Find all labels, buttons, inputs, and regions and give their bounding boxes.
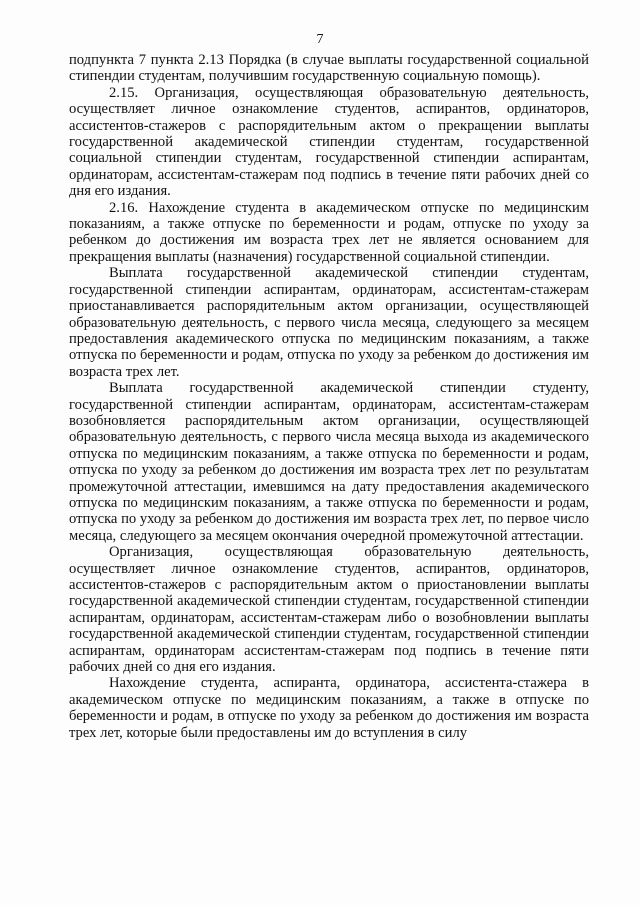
paragraph-payment-suspension: Выплата государственной академической стипендии студентам, государственной стипендии аспирантам, ординаторам, ассистентам-стажерам приостанавливается распорядительным актом организации, осуществляющей образовательную деятельность, с первого числа месяца, следующего за месяцем предоставления академического отпуска по медицинским показаниям, а также отпуска по беременности и родам, отпуска по уходу за ребенком до достижения им возраста трех лет. [69, 265, 589, 380]
paragraph-2-15: 2.15. Организация, осуществляющая образовательную деятельность, осуществляет личное ознакомление студентов, аспирантов, ординаторов, ассистентов-стажеров с распорядительным актом о прекращении выплаты государственной академической стипендии студентам, государственной социальной стипендии студентам, государственной стипендии аспирантам, ординаторам, ассистентам-стажерам под подпись в течение пяти рабочих дней со дня его издания. [69, 84, 589, 200]
paragraph-2-16: 2.16. Нахождение студента в академическом отпуске по медицинским показаниям, а также отпуске по беременности и родам, отпуске по уходу за ребенком до достижения им возраста трех лет не является основанием для прекращения выплаты (назначения) государственной социальной стипендии. [69, 199, 589, 265]
page-number: 7 [316, 32, 324, 47]
paragraph-continuation: подпункта 7 пункта 2.13 Порядка (в случае выплаты государственной социальной стипендии студентам, получившим государственную социальную помощь). [69, 52, 589, 85]
paragraph-leave-status: Нахождение студента, аспиранта, ординатора, ассистента-стажера в академическом отпуске по медицинским показаниям, а также в отпуске по беременности и родам, в отпуске по уходу за ребенком до достижения им возраста трех лет, которые были предоставлены им до вступления в силу [69, 675, 589, 741]
document-body [69, 52, 589, 741]
paragraph-familiarization: Организация, осуществляющая образовательную деятельность, осуществляет личное ознакомление студентов, аспирантов, ординаторов, ассистентов-стажеров с распорядительным актом о приостановлении выплаты государственной академической стипендии студентам, государственной стипендии аспирантам, ординаторам, ассистентам-стажерам либо о возобновлении выплаты государственной академической стипендии студентам, государственной стипендии аспирантам, ординаторам ассистентам-стажерам под подпись в течение пяти рабочих дней со дня его издания. [69, 544, 589, 676]
paragraph-payment-resumption: Выплата государственной академической стипендии студенту, государственной стипендии аспирантам, ординаторам, ассистентам-стажерам возобновляется распорядительным актом организации, осуществляющей образовательную деятельность, с первого числа месяца выхода из академического отпуска по медицинским показаниям, а также отпуска по беременности и родам, отпуска по уходу за ребенком до достижения им возраста трех лет по результатам промежуточной аттестации, имевшимся на дату предоставления академического отпуска по медицинским показаниям, а также отпуска по беременности и родам, отпуска по уходу за ребенком до достижения им возраста трех лет, по первое число месяца, следующего за месяцем окончания очередной промежуточной аттестации. [69, 380, 589, 544]
